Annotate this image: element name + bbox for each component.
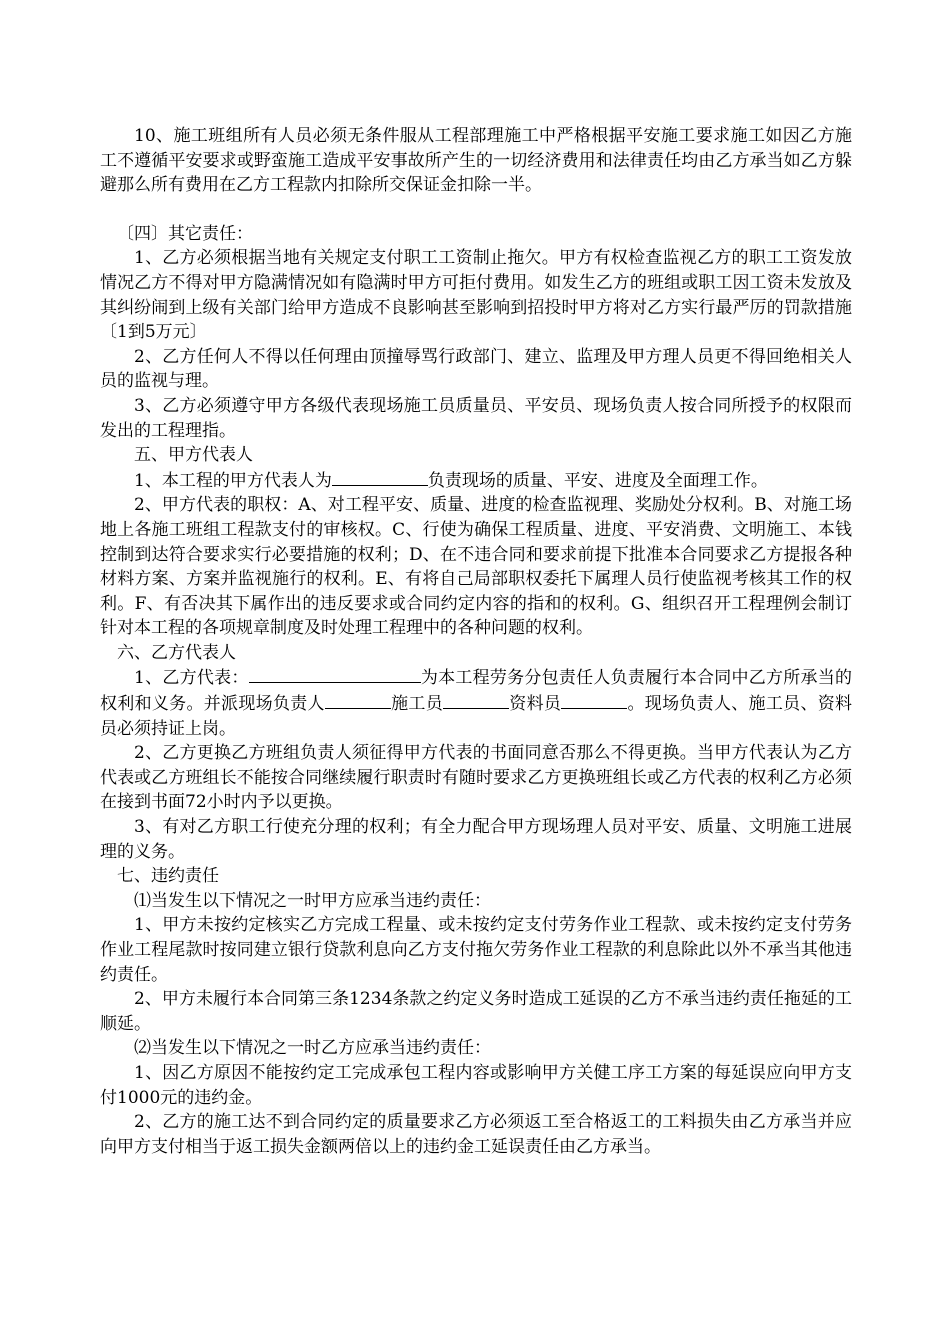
section-6-item-2: 2、乙方更换乙方班组负责人须征得甲方代表的书面同意否那么不得更换。当甲方代表认为乙方代表或乙方班组长不能按合同继续履行职责时有随时要求乙方更换班组长或乙方代表的权利乙方必须在接到书面72小时内予以更换。 <box>100 743 852 813</box>
section-7-owner-breach-2: 2、甲方未履行本合同第三条1234条款之约定义务时造成工延误的乙方不承当违约责任拖延的工顺延。 <box>100 989 852 1034</box>
site-manager-blank <box>325 691 391 709</box>
paragraph-gap <box>100 198 852 222</box>
section-6-heading: 六、乙方代表人 <box>117 642 236 663</box>
section-5-item-2: 2、甲方代表的职权：A、对工程平安、质量、进度的检查监视理、奖励处分权利。B、对施工场地上各施工班组工程款支付的审核权。C、行使为确保工程质量、进度、平安消费、文明施工、本钱控制到达符合要求实行必要措施的权利；D、在不违合同和要求前提下批准本合同要求乙方提报各种材料方案、方案并监视施行的权利。E、有将自己局部职权委托下属理人员行使监视考核其工作的权利。F、有否决其下属作出的违反要求或合同约定内容的指和的权利。G、组织召开工程理例会制订针对本工程的各项规章制度及时处理工程理中的各种问题的权利。 <box>100 495 852 639</box>
section-6-item-1-text-e: 。现场负责人、施工员、资料员必须持证上岗。 <box>100 694 853 739</box>
section-7-owner-breach-intro: ⑴当发生以下情况之一时甲方应承当违约责任： <box>134 890 491 911</box>
section-7-heading: 七、违约责任 <box>117 866 219 887</box>
section-7-contractor-breach-intro: ⑵当发生以下情况之一时乙方应承当违约责任： <box>134 1038 491 1059</box>
construction-staff-blank <box>443 691 509 709</box>
section-4-item-1: 1、乙方必须根据当地有关规定支付职工工资制止拖欠。甲方有权检查监视乙方的职工工资发放情况乙方不得对甲方隐满情况如有隐满时甲方可拒付费用。如发生乙方的班组或职工因工资未发放及其纠纷闹到上级有关部门给甲方造成不良影响甚至影响到招投时甲方将对乙方实行最严厉的罚款措施〔1到5万元〕 <box>100 248 852 343</box>
section-5-heading: 五、甲方代表人 <box>134 445 253 466</box>
section-7-contractor-breach-1: 1、因乙方原因不能按约定工完成承包工程内容或影响甲方关健工序工方案的每延误应向甲方支付1000元的违约金。 <box>100 1062 852 1108</box>
section-7-owner-breach-1: 1、甲方未按约定核实乙方完成工程量、或未按约定支付劳务作业工程款、或未按约定支付劳务作业工程尾款时按同建立银行贷款利息向乙方支付拖欠劳务作业工程款的利息除此以外不承当其他违约责任。 <box>100 915 852 985</box>
section-6-item-1-text-d: 资料员 <box>509 694 562 715</box>
section-6-item-1-text-b: 为本工程劳务分包责任人负责履行本合同中乙方所承当的权利和义务。并派现场负责人 <box>100 668 852 715</box>
section-6-item-3: 3、有对乙方职工行使充分理的权利；有全力配合甲方现场理人员对平安、质量、文明施工进展理的义务。 <box>100 817 852 862</box>
contractor-representative-blank <box>249 665 421 683</box>
document-clerk-blank <box>561 691 627 709</box>
contract-text <box>100 124 852 1159</box>
section-6-item-1 <box>100 665 852 741</box>
section-5-item-1-text-a: 1、本工程的甲方代表人为 <box>134 470 332 491</box>
section-7-contractor-breach-2: 2、乙方的施工达不到合同约定的质量要求乙方必须返工至合格返工的工料损失由乙方承当并应向甲方支付相当于返工损失金额两倍以上的违约金工延误责任由乙方承当。 <box>100 1112 852 1157</box>
section-5-item-1 <box>100 468 852 494</box>
section-6-item-1-text-c: 施工员 <box>390 694 444 715</box>
section-4-item-2: 2、乙方任何人不得以任何理由顶撞辱骂行政部门、建立、监理及甲方理人员更不得回绝相关人员的监视与理。 <box>100 346 852 392</box>
clause-10: 10、施工班组所有人员必须无条件服从工程部理施工中严格根据平安施工要求施工如因乙方施工不遵循平安要求或野蛮施工造成平安事故所产生的一切经济费用和法律责任均由乙方承当如乙方躲避那么所有费用在乙方工程款内扣除所交保证金扣除一半。 <box>100 126 852 196</box>
section-4-heading: 〔四〕其它责任： <box>117 223 253 244</box>
section-5-item-1-text-b: 负责现场的质量、平安、进度及全面理工作。 <box>427 470 768 491</box>
owner-representative-blank <box>332 468 428 486</box>
section-4-item-3: 3、乙方必须遵守甲方各级代表现场施工员质量员、平安员、现场负责人按合同所授予的权限而发出的工程理指。 <box>100 395 852 441</box>
section-6-item-1-text-a: 1、乙方代表： <box>134 668 249 689</box>
